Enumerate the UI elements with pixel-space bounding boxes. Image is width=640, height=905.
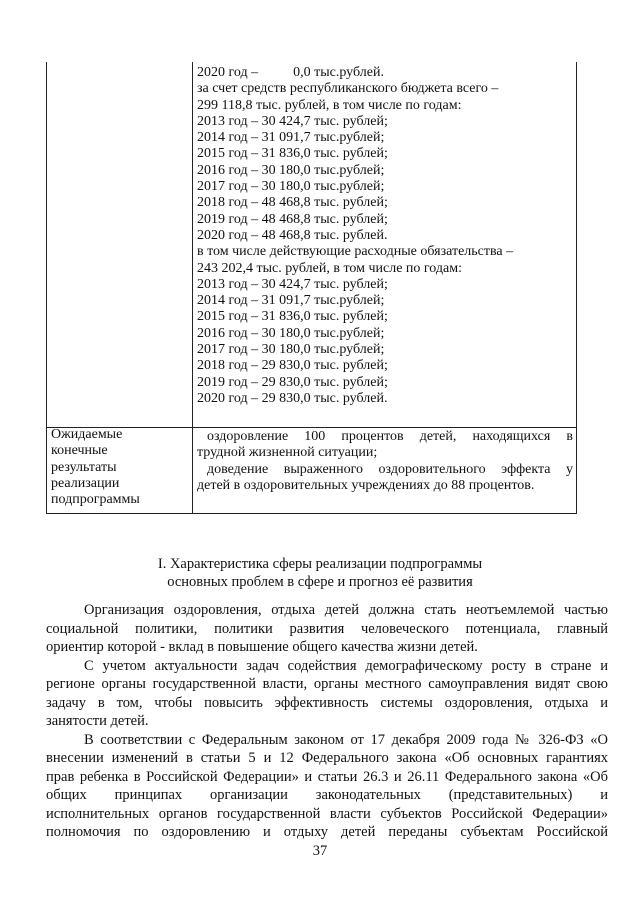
funding-line: 2016 год – 30 180,0 тыс.рублей; (197, 325, 385, 341)
results-line: оздоровление 100 процентов детей, находящихся в (207, 429, 573, 444)
results-label-line: конечные (51, 443, 108, 459)
body-line: прав ребенка в Российской Федерации» и статьи 26.3 и 26.11 Федерального закона «Об (46, 768, 608, 785)
funding-line: 2016 год – 30 180,0 тыс.рублей; (197, 162, 385, 178)
section-heading (0, 555, 640, 591)
funding-line: 2014 год – 31 091,7 тыс.рублей; (197, 130, 385, 146)
funding-table (46, 62, 577, 514)
body-line: социальной политики, политики развития человеческого потенциала, главный (46, 620, 608, 637)
results-line: доведение выраженного оздоровительного эффекта у (207, 461, 573, 477)
section-heading-line: основных проблем в сфере и прогноз её развития (167, 574, 473, 590)
body-line: занятости детей. (46, 713, 149, 729)
results-label-line: подпрограммы (51, 492, 140, 508)
results-label-cell (51, 427, 187, 508)
body-line: задачу в том, чтобы повысить эффективность системы оздоровления, отдыха и (46, 694, 608, 711)
funding-line: 2017 год – 30 180,0 тыс.рублей; (197, 342, 385, 358)
funding-line: 2014 год – 31 091,7 тыс.рублей; (197, 293, 385, 309)
funding-line: 2019 год – 48 468,8 тыс. рублей; (197, 211, 388, 227)
funding-line: 2019 год – 29 830,0 тыс. рублей; (197, 374, 388, 390)
funding-line: 2020 год – 29 830,0 тыс. рублей. (197, 390, 388, 406)
results-line: детей в оздоровительных учреждениях до 88 процентов. (197, 477, 535, 493)
funding-line: в том числе действующие расходные обязательства – (197, 244, 514, 260)
table-column-divider (192, 62, 193, 513)
funding-line: 2013 год – 30 424,7 тыс. рублей; (197, 276, 388, 292)
body-line: полномочия по оздоровлению и отдыху детей переданы субъектам Российской (46, 824, 608, 840)
funding-line: 299 118,8 тыс. рублей, в том числе по годам: (197, 97, 462, 113)
results-label-line: Ожидаемые (51, 427, 123, 442)
funding-line: 2015 год – 31 836,0 тыс. рублей; (197, 309, 388, 325)
body-line: Организация оздоровления, отдыха детей должна стать неотъемлемой частью (84, 602, 608, 618)
body-line: ориентир которой - вклад в повышение общего качества жизни детей. (46, 639, 478, 655)
funding-line: 243 202,4 тыс. рублей, в том числе по годам: (197, 260, 462, 276)
funding-line: 2013 год – 30 424,7 тыс. рублей; (197, 113, 388, 129)
body-text (46, 601, 608, 842)
funding-line: 2017 год – 30 180,0 тыс.рублей; (197, 179, 385, 195)
body-line: общих принципах организации законодательных (представительных) и (46, 787, 608, 803)
body-line: регионе органы государственной власти, органы местного самоуправления видят свою (46, 676, 608, 692)
funding-line: 2018 год – 29 830,0 тыс. рублей; (197, 358, 388, 374)
results-label-line: реализации (51, 475, 120, 491)
funding-line: 2020 год – 48 468,8 тыс. рублей. (197, 227, 388, 243)
funding-line: за счет средств республиканского бюджета всего – (197, 81, 499, 97)
results-label-line: результаты (51, 459, 117, 475)
body-line: внесении изменений в статьи 5 и 12 Федерального закона «Об основных гарантиях (46, 750, 608, 766)
funding-line: 2015 год – 31 836,0 тыс. рублей; (197, 146, 388, 162)
page-number: 37 (312, 843, 328, 859)
funding-line: 2020 год – 0,0 тыс.рублей. (197, 65, 384, 80)
results-value-cell (197, 429, 573, 494)
body-line: исполнительных органов государственной власти субъектов Российской Федерации» (46, 805, 608, 822)
body-line: С учетом актуальности задач содействия демографическому росту в стране и (84, 657, 608, 674)
section-heading-line: I. Характеристика сферы реализации подпрограммы (157, 556, 483, 572)
funding-cell (197, 65, 573, 407)
body-line: В соответствии с Федеральным законом от 17 декабря 2009 года № 326-ФЗ «О (84, 731, 608, 748)
results-line: трудной жизненной ситуации; (197, 445, 378, 461)
funding-line: 2018 год – 48 468,8 тыс. рублей; (197, 195, 388, 211)
